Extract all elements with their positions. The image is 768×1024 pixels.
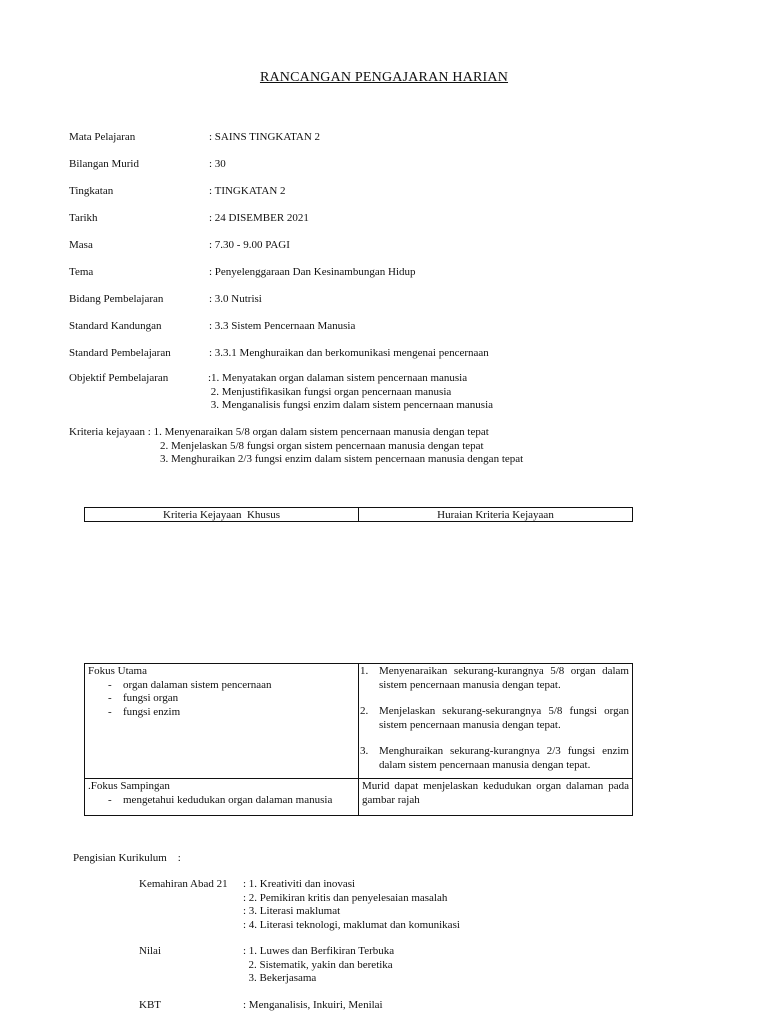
list-item: 1. Menyenaraikan sekurang-kurangnya 5/8 organ dalam sistem pencernaan manusia dengan tepat.	[360, 665, 629, 691]
info-label: Standard Kandungan	[69, 320, 162, 332]
list-item: : Menganalisis, Inkuiri, Menilai	[243, 999, 383, 1011]
info-value: : SAINS TINGKATAN 2	[209, 131, 321, 143]
fokus-utama-cell	[85, 664, 359, 779]
info-value: : 30	[209, 158, 226, 170]
kbt-list	[243, 999, 383, 1013]
list-item: 2. Sistematik, yakin dan beretika	[243, 958, 393, 971]
info-value: : 3.0 Nutrisi	[209, 293, 262, 305]
objektif-item: 2. Menjustifikasikan fungsi organ pencernaan manusia	[208, 385, 452, 398]
list-item: - organ dalaman sistem pencernaan	[108, 678, 272, 691]
page-title: RANCANGAN PENGAJARAN HARIAN	[259, 70, 509, 85]
huraian-cell	[359, 664, 633, 779]
huraian-sampingan-cell	[359, 779, 633, 816]
fokus-sampingan-title: .Fokus Sampingan	[88, 780, 170, 792]
header-cell-kriteria-khusus: Kriteria Kejayaan Khusus	[85, 508, 359, 522]
list-item: : 1. Kreativiti dan inovasi	[243, 878, 356, 890]
list-item: : 2. Pemikiran kritis dan penyelesaian masalah	[243, 891, 448, 904]
kemahiran-list	[243, 878, 460, 932]
info-value: : 24 DISEMBER 2021	[209, 212, 309, 224]
header-cell-huraian: Huraian Kriteria Kejayaan	[359, 508, 633, 522]
fokus-utama-title: Fokus Utama	[88, 665, 147, 677]
kemahiran-label: Kemahiran Abad 21	[139, 878, 228, 890]
info-label: Tema	[69, 266, 94, 278]
list-item: 3. Menghuraikan sekurang-kurangnya 2/3 fungsi enzim dalam sistem pencernaan manusia dengan tepat.	[360, 745, 629, 771]
objektif-label: Objektif Pembelajaran	[69, 372, 169, 384]
fokus-table	[84, 663, 633, 816]
kriteria-kejayaan	[69, 426, 523, 467]
kriteria-item: 3. Menghuraikan 2/3 fungsi enzim dalam sistem pencernaan manusia dengan tepat	[160, 453, 524, 465]
kriteria-item: Kriteria kejayaan : 1. Menyenaraikan 5/8 organ dalam sistem pencernaan manusia dengan tepat	[69, 426, 489, 438]
list-item: - fungsi enzim	[108, 705, 181, 718]
list-item: : 1. Luwes dan Berfikiran Terbuka	[243, 945, 395, 957]
info-label: Tingkatan	[69, 185, 114, 197]
info-label: Mata Pelajaran	[69, 131, 136, 143]
fokus-sampingan-cell	[85, 779, 359, 816]
info-value: : TINGKATAN 2	[209, 185, 286, 197]
info-value: : 3.3 Sistem Pencernaan Manusia	[209, 320, 356, 332]
pengisian-kurikulum-title: Pengisian Kurikulum :	[73, 852, 181, 864]
list-item: 2. Menjelaskan sekurang-sekurangnya 5/8 fungsi organ sistem pencernaan manusia dengan tepat.	[360, 705, 629, 731]
list-item: : 3. Literasi maklumat	[243, 905, 341, 917]
info-label: Tarikh	[69, 212, 98, 224]
list-item: 3. Bekerjasama	[243, 972, 317, 984]
info-value: : Penyelenggaraan Dan Kesinambungan Hidup	[209, 266, 416, 278]
info-label: Bidang Pembelajaran	[69, 293, 164, 305]
list-item: - fungsi organ	[108, 692, 179, 704]
huraian-sampingan-text: Murid dapat menjelaskan kedudukan organ dalaman pada gambar rajah	[362, 780, 629, 806]
info-value: : 7.30 - 9.00 PAGI	[209, 239, 290, 251]
list-item: - mengetahui kedudukan organ dalaman manusia	[108, 793, 333, 806]
kriteria-item: 2. Menjelaskan 5/8 fungsi organ sistem pencernaan manusia dengan tepat	[160, 439, 484, 452]
info-label: Bilangan Murid	[69, 158, 139, 170]
kriteria-header-table	[84, 507, 633, 522]
kbt-label: KBT	[139, 999, 161, 1011]
nilai-list	[243, 945, 394, 986]
info-value: : 3.3.1 Menghuraikan dan berkomunikasi mengenai pencernaan	[209, 347, 489, 359]
objektif-item: 3. Menganalisis fungsi enzim dalam sistem pencernaan manusia	[208, 399, 494, 411]
objektif-list	[208, 372, 493, 413]
list-item: : 4. Literasi teknologi, maklumat dan komunikasi	[243, 918, 460, 931]
info-label: Masa	[69, 239, 93, 251]
fokus-utama-list	[88, 679, 355, 720]
info-label: Standard Pembelajaran	[69, 347, 171, 359]
fokus-sampingan-list	[88, 794, 355, 808]
nilai-label: Nilai	[139, 945, 161, 957]
objektif-item: :1. Menyatakan organ dalaman sistem pencernaan manusia	[208, 372, 468, 384]
huraian-list	[362, 665, 629, 772]
